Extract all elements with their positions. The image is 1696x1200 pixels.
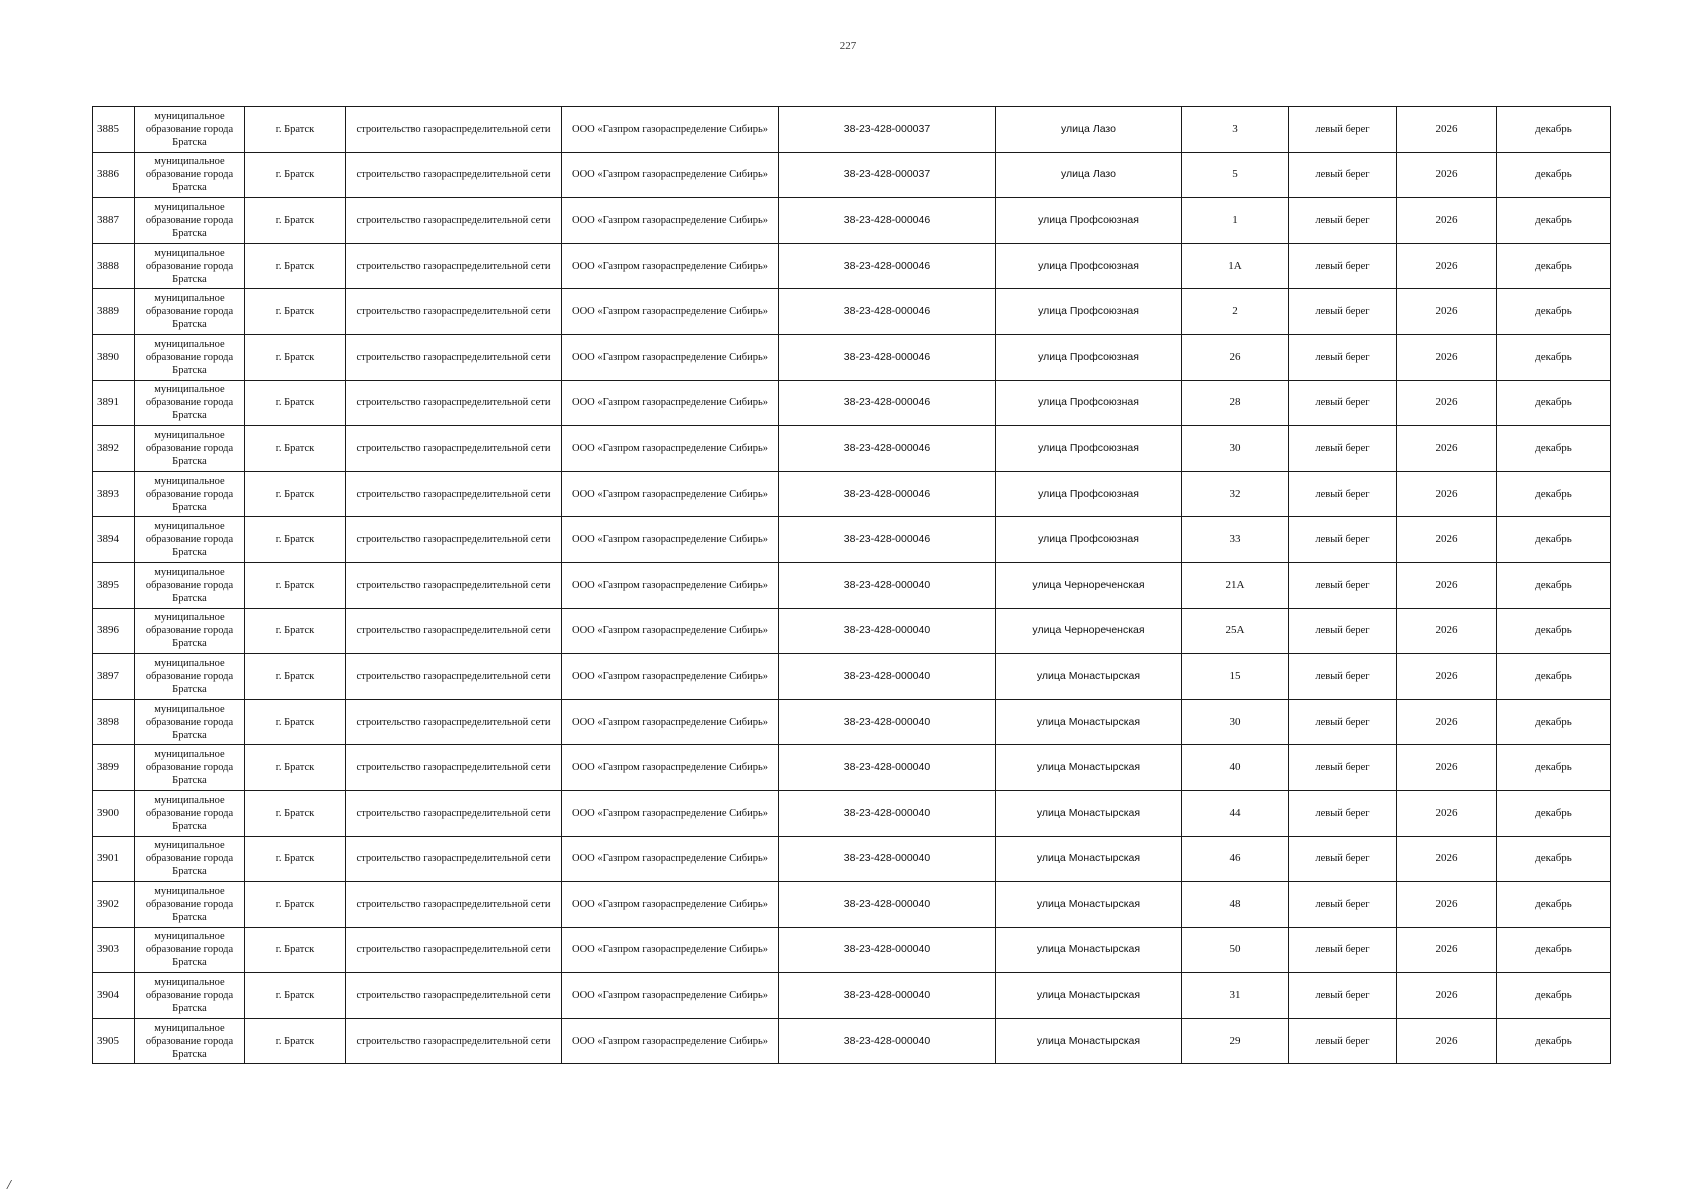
organization-cell: ООО «Газпром газораспределение Сибирь» [562,790,779,836]
table-row [93,517,1611,563]
row-number-cell: 3900 [93,790,135,836]
cadastral-number-cell: 38-23-428-000046 [779,243,996,289]
row-number-cell: 3901 [93,836,135,882]
row-number-cell: 3903 [93,927,135,973]
row-number-cell: 3899 [93,745,135,791]
month-cell: декабрь [1497,790,1611,836]
city-cell: г. Братск [245,152,346,198]
cadastral-number-cell: 38-23-428-000040 [779,1018,996,1064]
organization-cell: ООО «Газпром газораспределение Сибирь» [562,562,779,608]
cadastral-number-cell: 38-23-428-000037 [779,152,996,198]
work-type-cell: строительство газораспределительной сети [346,699,562,745]
year-cell: 2026 [1397,517,1497,563]
work-type-cell: строительство газораспределительной сети [346,334,562,380]
cadastral-number-cell: 38-23-428-000046 [779,380,996,426]
month-cell: декабрь [1497,927,1611,973]
year-cell: 2026 [1397,927,1497,973]
work-type-cell: строительство газораспределительной сети [346,608,562,654]
municipality-cell: муниципальное образование города Братска [135,152,245,198]
city-cell: г. Братск [245,380,346,426]
month-cell: декабрь [1497,836,1611,882]
house-number-cell: 48 [1182,882,1289,928]
work-type-cell: строительство газораспределительной сети [346,107,562,153]
month-cell: декабрь [1497,152,1611,198]
street-cell: улица Монастырская [996,790,1182,836]
organization-cell: ООО «Газпром газораспределение Сибирь» [562,517,779,563]
row-number-cell: 3894 [93,517,135,563]
year-cell: 2026 [1397,1018,1497,1064]
organization-cell: ООО «Газпром газораспределение Сибирь» [562,973,779,1019]
year-cell: 2026 [1397,562,1497,608]
month-cell: декабрь [1497,426,1611,472]
work-type-cell: строительство газораспределительной сети [346,562,562,608]
table-row [93,198,1611,244]
river-bank-cell: левый берег [1289,745,1397,791]
city-cell: г. Братск [245,562,346,608]
table-body [93,107,1611,1064]
row-number-cell: 3892 [93,426,135,472]
street-cell: улица Профсоюзная [996,334,1182,380]
table-row [93,426,1611,472]
month-cell: декабрь [1497,654,1611,700]
work-type-cell: строительство газораспределительной сети [346,243,562,289]
row-number-cell: 3890 [93,334,135,380]
house-number-cell: 40 [1182,745,1289,791]
table-row [93,699,1611,745]
river-bank-cell: левый берег [1289,334,1397,380]
house-number-cell: 32 [1182,471,1289,517]
river-bank-cell: левый берег [1289,426,1397,472]
month-cell: декабрь [1497,471,1611,517]
organization-cell: ООО «Газпром газораспределение Сибирь» [562,471,779,517]
house-number-cell: 30 [1182,699,1289,745]
river-bank-cell: левый берег [1289,107,1397,153]
year-cell: 2026 [1397,745,1497,791]
work-type-cell: строительство газораспределительной сети [346,790,562,836]
year-cell: 2026 [1397,836,1497,882]
street-cell: улица Монастырская [996,654,1182,700]
month-cell: декабрь [1497,1018,1611,1064]
municipality-cell: муниципальное образование города Братска [135,243,245,289]
street-cell: улица Чернореченская [996,562,1182,608]
city-cell: г. Братск [245,471,346,517]
organization-cell: ООО «Газпром газораспределение Сибирь» [562,380,779,426]
city-cell: г. Братск [245,973,346,1019]
house-number-cell: 44 [1182,790,1289,836]
work-type-cell: строительство газораспределительной сети [346,198,562,244]
cadastral-number-cell: 38-23-428-000040 [779,745,996,791]
municipality-cell: муниципальное образование города Братска [135,562,245,608]
cadastral-number-cell: 38-23-428-000046 [779,198,996,244]
cadastral-number-cell: 38-23-428-000046 [779,517,996,563]
row-number-cell: 3888 [93,243,135,289]
street-cell: улица Профсоюзная [996,426,1182,472]
house-number-cell: 3 [1182,107,1289,153]
river-bank-cell: левый берег [1289,152,1397,198]
river-bank-cell: левый берег [1289,973,1397,1019]
page-number: 227 [839,40,857,52]
street-cell: улица Лазо [996,107,1182,153]
cadastral-number-cell: 38-23-428-000037 [779,107,996,153]
house-number-cell: 31 [1182,973,1289,1019]
year-cell: 2026 [1397,380,1497,426]
year-cell: 2026 [1397,471,1497,517]
organization-cell: ООО «Газпром газораспределение Сибирь» [562,426,779,472]
city-cell: г. Братск [245,289,346,335]
city-cell: г. Братск [245,836,346,882]
month-cell: декабрь [1497,562,1611,608]
city-cell: г. Братск [245,517,346,563]
organization-cell: ООО «Газпром газораспределение Сибирь» [562,882,779,928]
city-cell: г. Братск [245,243,346,289]
house-number-cell: 29 [1182,1018,1289,1064]
house-number-cell: 1А [1182,243,1289,289]
municipality-cell: муниципальное образование города Братска [135,973,245,1019]
organization-cell: ООО «Газпром газораспределение Сибирь» [562,289,779,335]
table-row [93,654,1611,700]
municipality-cell: муниципальное образование города Братска [135,608,245,654]
table-row [93,882,1611,928]
municipality-cell: муниципальное образование города Братска [135,380,245,426]
organization-cell: ООО «Газпром газораспределение Сибирь» [562,836,779,882]
river-bank-cell: левый берег [1289,699,1397,745]
river-bank-cell: левый берег [1289,243,1397,289]
month-cell: декабрь [1497,107,1611,153]
organization-cell: ООО «Газпром газораспределение Сибирь» [562,243,779,289]
table-row [93,1018,1611,1064]
year-cell: 2026 [1397,699,1497,745]
row-number-cell: 3898 [93,699,135,745]
municipality-cell: муниципальное образование города Братска [135,289,245,335]
organization-cell: ООО «Газпром газораспределение Сибирь» [562,107,779,153]
house-number-cell: 26 [1182,334,1289,380]
row-number-cell: 3893 [93,471,135,517]
table-row [93,745,1611,791]
house-number-cell: 21А [1182,562,1289,608]
municipality-cell: муниципальное образование города Братска [135,882,245,928]
cadastral-number-cell: 38-23-428-000040 [779,927,996,973]
cadastral-number-cell: 38-23-428-000040 [779,836,996,882]
house-number-cell: 30 [1182,426,1289,472]
street-cell: улица Монастырская [996,882,1182,928]
row-number-cell: 3891 [93,380,135,426]
river-bank-cell: левый берег [1289,790,1397,836]
city-cell: г. Братск [245,790,346,836]
year-cell: 2026 [1397,107,1497,153]
cadastral-number-cell: 38-23-428-000040 [779,790,996,836]
cadastral-number-cell: 38-23-428-000040 [779,654,996,700]
month-cell: декабрь [1497,334,1611,380]
table-row [93,562,1611,608]
street-cell: улица Чернореченская [996,608,1182,654]
month-cell: декабрь [1497,882,1611,928]
organization-cell: ООО «Газпром газораспределение Сибирь» [562,699,779,745]
row-number-cell: 3904 [93,973,135,1019]
cadastral-number-cell: 38-23-428-000040 [779,699,996,745]
municipality-cell: муниципальное образование города Братска [135,198,245,244]
month-cell: декабрь [1497,289,1611,335]
house-number-cell: 46 [1182,836,1289,882]
row-number-cell: 3905 [93,1018,135,1064]
river-bank-cell: левый берег [1289,836,1397,882]
year-cell: 2026 [1397,973,1497,1019]
row-number-cell: 3889 [93,289,135,335]
year-cell: 2026 [1397,654,1497,700]
cadastral-number-cell: 38-23-428-000046 [779,471,996,517]
organization-cell: ООО «Газпром газораспределение Сибирь» [562,608,779,654]
table-row [93,107,1611,153]
municipality-cell: муниципальное образование города Братска [135,426,245,472]
street-cell: улица Профсоюзная [996,198,1182,244]
municipality-cell: муниципальное образование города Братска [135,517,245,563]
organization-cell: ООО «Газпром газораспределение Сибирь» [562,198,779,244]
work-type-cell: строительство газораспределительной сети [346,471,562,517]
row-number-cell: 3897 [93,654,135,700]
row-number-cell: 3886 [93,152,135,198]
organization-cell: ООО «Газпром газораспределение Сибирь» [562,654,779,700]
cadastral-number-cell: 38-23-428-000040 [779,882,996,928]
city-cell: г. Братск [245,699,346,745]
street-cell: улица Монастырская [996,745,1182,791]
cadastral-number-cell: 38-23-428-000046 [779,426,996,472]
municipality-cell: муниципальное образование города Братска [135,471,245,517]
house-number-cell: 5 [1182,152,1289,198]
city-cell: г. Братск [245,1018,346,1064]
year-cell: 2026 [1397,608,1497,654]
organization-cell: ООО «Газпром газораспределение Сибирь» [562,1018,779,1064]
month-cell: декабрь [1497,745,1611,791]
table-row [93,471,1611,517]
municipality-cell: муниципальное образование города Братска [135,334,245,380]
organization-cell: ООО «Газпром газораспределение Сибирь» [562,152,779,198]
city-cell: г. Братск [245,654,346,700]
street-cell: улица Лазо [996,152,1182,198]
year-cell: 2026 [1397,289,1497,335]
municipality-cell: муниципальное образование города Братска [135,107,245,153]
municipality-cell: муниципальное образование города Братска [135,790,245,836]
row-number-cell: 3896 [93,608,135,654]
work-type-cell: строительство газораспределительной сети [346,927,562,973]
year-cell: 2026 [1397,334,1497,380]
work-type-cell: строительство газораспределительной сети [346,882,562,928]
city-cell: г. Братск [245,426,346,472]
month-cell: декабрь [1497,380,1611,426]
municipality-cell: муниципальное образование города Братска [135,927,245,973]
street-cell: улица Монастырская [996,699,1182,745]
work-type-cell: строительство газораспределительной сети [346,152,562,198]
municipality-cell: муниципальное образование города Братска [135,1018,245,1064]
street-cell: улица Профсоюзная [996,471,1182,517]
work-type-cell: строительство газораспределительной сети [346,1018,562,1064]
month-cell: декабрь [1497,517,1611,563]
house-number-cell: 33 [1182,517,1289,563]
cadastral-number-cell: 38-23-428-000040 [779,562,996,608]
table-row [93,243,1611,289]
municipality-cell: муниципальное образование города Братска [135,745,245,791]
work-type-cell: строительство газораспределительной сети [346,654,562,700]
organization-cell: ООО «Газпром газораспределение Сибирь» [562,334,779,380]
work-type-cell: строительство газораспределительной сети [346,973,562,1019]
year-cell: 2026 [1397,790,1497,836]
cadastral-number-cell: 38-23-428-000040 [779,973,996,1019]
city-cell: г. Братск [245,608,346,654]
street-cell: улица Монастырская [996,927,1182,973]
cadastral-number-cell: 38-23-428-000040 [779,608,996,654]
river-bank-cell: левый берег [1289,654,1397,700]
municipality-cell: муниципальное образование города Братска [135,836,245,882]
river-bank-cell: левый берег [1289,517,1397,563]
table-row [93,927,1611,973]
gasification-table [92,106,1611,1064]
work-type-cell: строительство газораспределительной сети [346,517,562,563]
year-cell: 2026 [1397,198,1497,244]
table-row [93,608,1611,654]
month-cell: декабрь [1497,973,1611,1019]
house-number-cell: 50 [1182,927,1289,973]
table-row [93,334,1611,380]
river-bank-cell: левый берег [1289,927,1397,973]
month-cell: декабрь [1497,198,1611,244]
house-number-cell: 1 [1182,198,1289,244]
municipality-cell: муниципальное образование города Братска [135,654,245,700]
street-cell: улица Профсоюзная [996,289,1182,335]
river-bank-cell: левый берег [1289,562,1397,608]
cadastral-number-cell: 38-23-428-000046 [779,334,996,380]
table-row [93,152,1611,198]
street-cell: улица Монастырская [996,836,1182,882]
row-number-cell: 3895 [93,562,135,608]
city-cell: г. Братск [245,107,346,153]
river-bank-cell: левый берег [1289,608,1397,654]
cadastral-number-cell: 38-23-428-000046 [779,289,996,335]
city-cell: г. Братск [245,198,346,244]
table-row [93,380,1611,426]
month-cell: декабрь [1497,608,1611,654]
year-cell: 2026 [1397,152,1497,198]
street-cell: улица Профсоюзная [996,517,1182,563]
house-number-cell: 25А [1182,608,1289,654]
house-number-cell: 28 [1182,380,1289,426]
river-bank-cell: левый берег [1289,198,1397,244]
municipality-cell: муниципальное образование города Братска [135,699,245,745]
year-cell: 2026 [1397,882,1497,928]
river-bank-cell: левый берег [1289,1018,1397,1064]
river-bank-cell: левый берег [1289,289,1397,335]
work-type-cell: строительство газораспределительной сети [346,289,562,335]
month-cell: декабрь [1497,243,1611,289]
year-cell: 2026 [1397,243,1497,289]
margin-mark: / [7,1178,11,1193]
city-cell: г. Братск [245,745,346,791]
organization-cell: ООО «Газпром газораспределение Сибирь» [562,745,779,791]
city-cell: г. Братск [245,927,346,973]
organization-cell: ООО «Газпром газораспределение Сибирь» [562,927,779,973]
city-cell: г. Братск [245,334,346,380]
street-cell: улица Профсоюзная [996,243,1182,289]
street-cell: улица Монастырская [996,1018,1182,1064]
table-row [93,973,1611,1019]
house-number-cell: 2 [1182,289,1289,335]
row-number-cell: 3887 [93,198,135,244]
city-cell: г. Братск [245,882,346,928]
table-row [93,790,1611,836]
year-cell: 2026 [1397,426,1497,472]
work-type-cell: строительство газораспределительной сети [346,426,562,472]
work-type-cell: строительство газораспределительной сети [346,380,562,426]
work-type-cell: строительство газораспределительной сети [346,745,562,791]
river-bank-cell: левый берег [1289,882,1397,928]
river-bank-cell: левый берег [1289,471,1397,517]
street-cell: улица Монастырская [996,973,1182,1019]
month-cell: декабрь [1497,699,1611,745]
row-number-cell: 3902 [93,882,135,928]
row-number-cell: 3885 [93,107,135,153]
house-number-cell: 15 [1182,654,1289,700]
street-cell: улица Профсоюзная [996,380,1182,426]
river-bank-cell: левый берег [1289,380,1397,426]
table-row [93,289,1611,335]
work-type-cell: строительство газораспределительной сети [346,836,562,882]
table-row [93,836,1611,882]
